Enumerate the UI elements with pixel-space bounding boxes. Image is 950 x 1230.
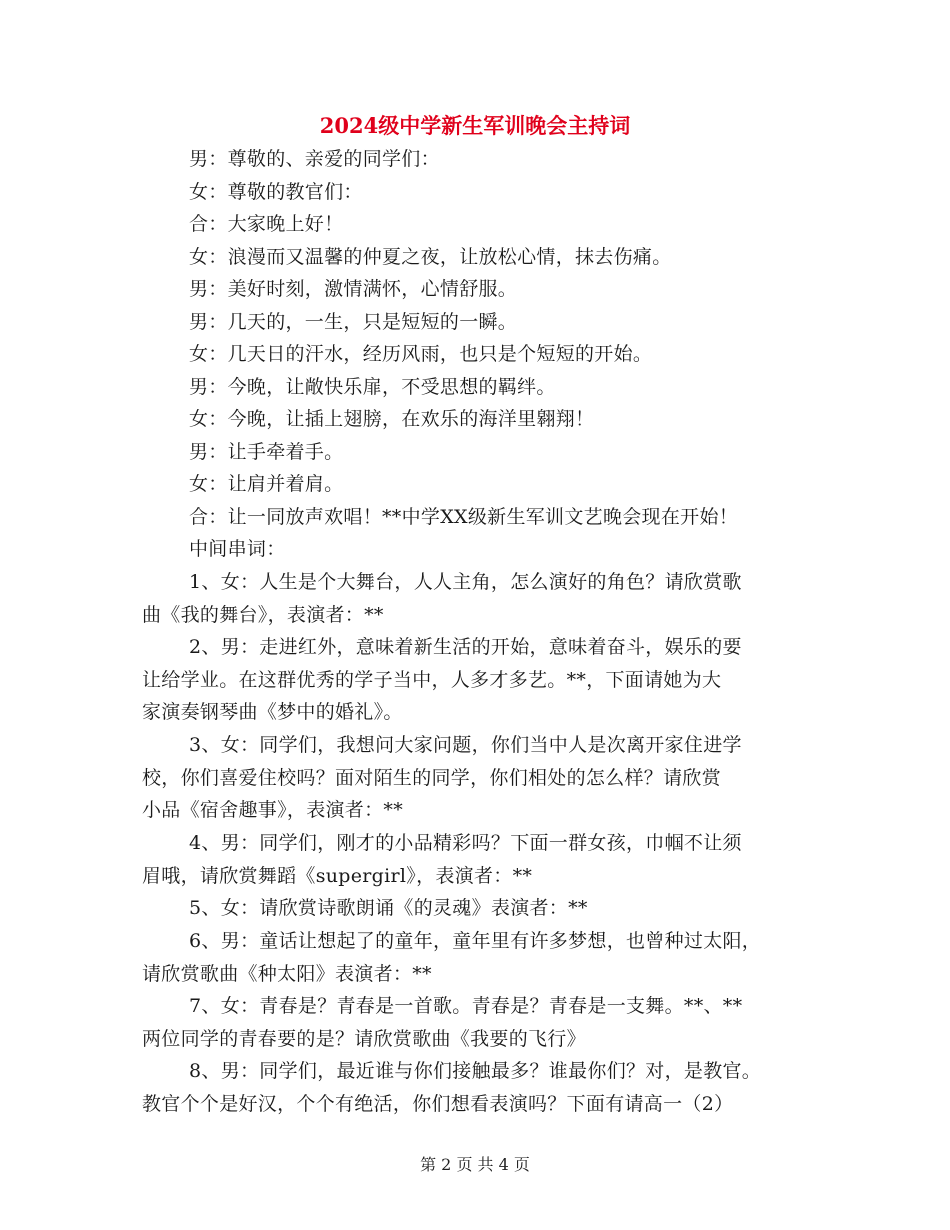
text-line: 男：尊敬的、亲爱的同学们： (189, 148, 440, 170)
text-line: 4、男：同学们，刚才的小品精彩吗？下面一群女孩，巾帼不让须 (189, 832, 742, 854)
paragraph (142, 631, 832, 729)
text-line: 1、女：人生是个大舞台，人人主角，怎么演好的角色？请欣赏歌 (189, 571, 742, 593)
paragraph (142, 143, 832, 176)
text-line: 女：浪漫而又温馨的仲夏之夜，让放松心情，抹去伤痛。 (189, 246, 672, 268)
text-line: 7、女：青春是？青春是一首歌。青春是？青春是一支舞。**、** (189, 995, 743, 1017)
text-line: 合：让一同放声欢唱！**中学XX级新生军训文艺晚会现在开始！ (189, 506, 739, 528)
paragraph (142, 566, 832, 631)
text-line: 曲《我的舞台》，表演者：** (142, 603, 384, 626)
paragraph (142, 990, 832, 1055)
paragraph (142, 533, 832, 566)
document-title: 2024级中学新生军训晚会主持词 (319, 113, 631, 138)
text-line: 小品《宿舍趣事》，表演者：** (142, 799, 404, 821)
text-line: 合：大家晚上好！ (189, 213, 344, 235)
text-line: 5、女：请欣赏诗歌朗诵《的灵魂》表演者：** (189, 897, 588, 919)
text-line: 校，你们喜爱住校吗？面对陌生的同学，你们相处的怎么样？请欣赏 (142, 766, 722, 789)
paragraph (142, 501, 832, 534)
text-line: 女：让肩并着肩。 (189, 473, 344, 495)
paragraph (142, 176, 832, 209)
text-line: 家演奏钢琴曲《梦中的婚礼》。 (142, 701, 403, 723)
paragraph (142, 273, 832, 306)
text-line: 6、男：童话让想起了的童年，童年里有许多梦想，也曾种过太阳， (189, 930, 762, 952)
paragraph (142, 729, 832, 827)
paragraph (142, 403, 832, 436)
text-line: 女：尊敬的教官们： (189, 181, 363, 203)
text-line: 男：几天的，一生，只是短短的一瞬。 (189, 311, 518, 333)
paragraph (142, 208, 832, 241)
text-line: 男：让手牵着手。 (189, 441, 344, 463)
paragraph (142, 241, 832, 274)
paragraph (142, 436, 832, 469)
text-line: 3、女：同学们，我想问大家问题，你们当中人是次离开家住进学 (189, 734, 742, 756)
paragraph (142, 371, 832, 404)
text-line: 请欣赏歌曲《种太阳》表演者：** (142, 962, 432, 985)
paragraph (142, 827, 832, 892)
text-line: 女：几天日的汗水，经历风雨，也只是个短短的开始。 (189, 343, 653, 365)
paragraph (142, 1055, 832, 1120)
text-line: 教官个个是好汉，个个有绝活，你们想看表演吗？下面有请高一（2） (142, 1092, 734, 1115)
text-line: 中间串词： (189, 538, 286, 560)
paragraph (142, 925, 832, 990)
text-line: 男：美好时刻，激情满怀，心情舒服。 (189, 278, 518, 300)
text-line: 女：今晚，让插上翅膀，在欢乐的海洋里翱翔！ (189, 408, 595, 430)
text-line: 8、男：同学们，最近谁与你们接触最多？谁最你们？对，是教官。 (189, 1060, 762, 1082)
text-line: 2、男：走进红外，意味着新生活的开始，意味着奋斗，娱乐的要 (189, 636, 742, 658)
text-line: 眉哦，请欣赏舞蹈《supergirl》，表演者：** (142, 864, 533, 887)
paragraph (142, 892, 832, 925)
paragraph (142, 468, 832, 501)
text-line: 男：今晚，让敞快乐扉，不受思想的羁绊。 (189, 376, 556, 398)
paragraph (142, 338, 832, 371)
paragraph (142, 306, 832, 339)
text-line: 让给学业。在这群优秀的学子当中，人多才多艺。**，下面请她为大 (142, 668, 722, 691)
text-line: 两位同学的青春要的是？请欣赏歌曲《我要的飞行》 (142, 1027, 586, 1050)
page-footer: 第 2 页 共 4 页 (420, 1155, 530, 1174)
